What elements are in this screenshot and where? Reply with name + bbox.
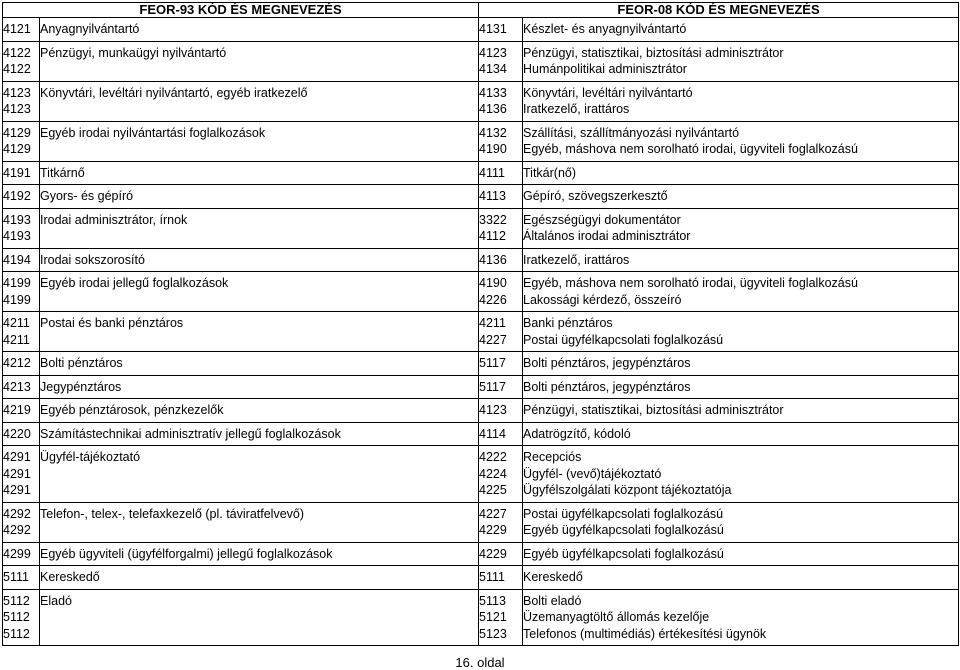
- feor08-code: 5117: [479, 379, 506, 394]
- feor93-code: 4193: [3, 212, 31, 227]
- feor93-code-cell: [3, 161, 40, 185]
- feor93-name-cell: [40, 272, 479, 312]
- table-row: [3, 312, 959, 352]
- table-row: [3, 208, 959, 248]
- feor08-name: Egészségügyi dokumentátor: [523, 212, 681, 227]
- feor93-name: Jegypénztáros: [40, 379, 122, 394]
- feor08-name-cell: [523, 399, 959, 423]
- feor93-name: Számítástechnikai adminisztratív jellegű foglalkozások: [40, 426, 341, 441]
- feor08-name: Iratkezelő, irattáros: [523, 102, 630, 116]
- feor08-name-cell: [523, 161, 959, 185]
- feor93-code-cell: [3, 248, 40, 272]
- feor93-name: Irodai adminisztrátor, írnok: [40, 212, 188, 227]
- feor08-code: 4227: [479, 332, 507, 347]
- feor93-code-cell: [3, 312, 40, 352]
- feor93-code-cell: [3, 41, 40, 81]
- feor93-code: 4220: [3, 426, 31, 441]
- feor08-code: 4114: [479, 426, 506, 441]
- feor08-code: 5113: [479, 593, 506, 608]
- feor93-name: Eladó: [40, 593, 72, 608]
- feor08-code: 5123: [479, 626, 507, 641]
- feor93-code: 4292: [3, 506, 31, 521]
- feor93-name-cell: [40, 41, 479, 81]
- feor93-name: Egyéb pénztárosok, pénzkezelők: [40, 403, 224, 417]
- feor93-code-cell: [3, 589, 40, 646]
- feor93-code: 5112: [3, 610, 30, 624]
- feor93-name: Telefon-, telex-, telefaxkezelő (pl. táviratfelvevő): [40, 506, 305, 521]
- feor93-name-cell: [40, 446, 479, 503]
- feor08-code: 5121: [479, 610, 507, 624]
- feor08-code: 4112: [479, 229, 506, 243]
- feor93-code: 4122: [3, 62, 31, 76]
- feor08-code: 3322: [479, 212, 507, 227]
- feor08-name: Pénzügyi, statisztikai, biztosítási adminisztrátor: [523, 45, 784, 60]
- feor08-code-cell: [479, 208, 523, 248]
- feor08-code-cell: [479, 18, 523, 42]
- feor93-code: 4213: [3, 379, 31, 394]
- feor08-code: 4136: [479, 102, 507, 116]
- feor08-name: Bolti eladó: [523, 593, 582, 608]
- feor-mapping-table: [2, 2, 959, 646]
- feor08-name-cell: [523, 446, 959, 503]
- table-row: [3, 18, 959, 42]
- feor93-code-cell: [3, 208, 40, 248]
- feor08-code-cell: [479, 81, 523, 121]
- feor93-code-cell: [3, 352, 40, 376]
- feor93-name: Anyagnyilvántartó: [40, 22, 140, 36]
- feor93-name-cell: [40, 589, 479, 646]
- feor93-code: 4129: [3, 125, 31, 140]
- feor08-code-cell: [479, 589, 523, 646]
- feor08-code-cell: [479, 41, 523, 81]
- feor08-code-cell: [479, 121, 523, 161]
- feor08-name-cell: [523, 422, 959, 446]
- feor08-code: 5111: [479, 570, 505, 584]
- feor08-code-cell: [479, 502, 523, 542]
- feor93-code: 4211: [3, 316, 30, 330]
- feor93-name-cell: [40, 566, 479, 590]
- feor08-code-cell: [479, 399, 523, 423]
- feor08-code: 4224: [479, 466, 507, 481]
- table-row: [3, 272, 959, 312]
- feor08-code-cell: [479, 352, 523, 376]
- table-row: [3, 41, 959, 81]
- feor93-code: 4292: [3, 523, 31, 537]
- feor08-name-cell: [523, 352, 959, 376]
- feor93-code-cell: [3, 121, 40, 161]
- feor93-code: 4199: [3, 276, 31, 290]
- feor93-code: 4122: [3, 45, 31, 60]
- feor93-code-cell: [3, 399, 40, 423]
- table-row: [3, 542, 959, 566]
- table-row: [3, 446, 959, 503]
- feor93-name-cell: [40, 375, 479, 399]
- feor08-code-cell: [479, 312, 523, 352]
- feor93-name: Postai és banki pénztáros: [40, 316, 184, 330]
- feor93-name-cell: [40, 208, 479, 248]
- feor08-code: 4190: [479, 276, 507, 290]
- feor93-code: 4192: [3, 189, 31, 203]
- feor08-code: 4190: [479, 142, 507, 156]
- feor08-name: Egyéb ügyfélkapcsolati foglalkozású: [523, 523, 724, 537]
- page-number: 16. oldal: [455, 655, 505, 670]
- feor93-code-cell: [3, 375, 40, 399]
- feor08-name-cell: [523, 272, 959, 312]
- feor93-name: Gyors- és gépíró: [40, 189, 134, 203]
- feor08-name-cell: [523, 185, 959, 209]
- feor93-name-cell: [40, 185, 479, 209]
- feor93-name: Bolti pénztáros: [40, 356, 123, 370]
- feor08-name: Iratkezelő, irattáros: [523, 252, 630, 267]
- feor08-code: 4229: [479, 546, 507, 561]
- feor08-code-cell: [479, 446, 523, 503]
- feor93-code: 4121: [3, 22, 31, 36]
- feor08-name-cell: [523, 375, 959, 399]
- feor08-code: 4111: [479, 165, 505, 180]
- feor08-code-cell: [479, 375, 523, 399]
- feor08-code-cell: [479, 566, 523, 590]
- feor08-name: Könyvtári, levéltári nyilvántartó: [523, 85, 693, 100]
- feor93-code: 4199: [3, 292, 31, 307]
- feor08-name: Általános irodai adminisztrátor: [523, 229, 691, 243]
- feor08-code: 4133: [479, 85, 507, 100]
- feor93-name-cell: [40, 81, 479, 121]
- feor08-code: 4113: [479, 189, 506, 203]
- feor08-name-cell: [523, 208, 959, 248]
- feor08-name: Egyéb, máshova nem sorolható irodai, ügyviteli foglalkozású: [523, 276, 858, 290]
- feor93-code: 4123: [3, 85, 31, 100]
- feor93-name-cell: [40, 312, 479, 352]
- feor08-code-cell: [479, 161, 523, 185]
- feor08-code-cell: [479, 248, 523, 272]
- feor08-name: Postai ügyfélkapcsolati foglalkozású: [523, 332, 724, 347]
- feor93-name-cell: [40, 542, 479, 566]
- feor08-name: Gépíró, szövegszerkesztő: [523, 189, 668, 203]
- feor93-code-cell: [3, 185, 40, 209]
- feor93-code-cell: [3, 542, 40, 566]
- feor08-code: 4131: [479, 22, 507, 36]
- feor93-name: Egyéb irodai jellegű foglalkozások: [40, 276, 229, 290]
- table-row: [3, 121, 959, 161]
- feor93-name: Kereskedő: [40, 570, 100, 584]
- feor93-code: 4193: [3, 229, 31, 243]
- feor93-code-cell: [3, 502, 40, 542]
- feor93-name: Pénzügyi, munkaügyi nyilvántartó: [40, 45, 227, 60]
- feor93-code: 4129: [3, 142, 31, 156]
- feor08-name: Recepciós: [523, 450, 582, 464]
- feor08-name: Egyéb ügyfélkapcsolati foglalkozású: [523, 546, 724, 561]
- feor08-name-cell: [523, 542, 959, 566]
- feor08-name-cell: [523, 41, 959, 81]
- table-row: [3, 422, 959, 446]
- feor08-name-cell: [523, 502, 959, 542]
- table-row: [3, 502, 959, 542]
- feor93-name-cell: [40, 352, 479, 376]
- feor08-name: Bolti pénztáros, jegypénztáros: [523, 379, 691, 394]
- feor93-name-cell: [40, 121, 479, 161]
- feor08-name: Kereskedő: [523, 570, 583, 584]
- feor93-code: 4291: [3, 450, 31, 464]
- feor08-name: Banki pénztáros: [523, 316, 613, 330]
- feor93-code: 4299: [3, 546, 31, 561]
- feor93-code: 5112: [3, 593, 30, 608]
- feor93-name: Ügyfél-tájékoztató: [40, 450, 141, 464]
- table-row: [3, 589, 959, 646]
- feor93-code: 5111: [3, 570, 29, 584]
- feor93-code: 4291: [3, 483, 31, 497]
- feor93-code: 4212: [3, 356, 31, 370]
- feor08-name-cell: [523, 589, 959, 646]
- feor08-name: Bolti pénztáros, jegypénztáros: [523, 356, 691, 370]
- feor08-code: 4132: [479, 125, 507, 140]
- feor08-code-cell: [479, 272, 523, 312]
- feor08-name: Humánpolitikai adminisztrátor: [523, 62, 687, 76]
- feor93-name: Egyéb irodai nyilvántartási foglalkozások: [40, 125, 266, 140]
- feor08-name: Ügyfél- (vevő)tájékoztató: [523, 466, 662, 481]
- feor08-name: Ügyfélszolgálati központ tájékoztatója: [523, 483, 732, 497]
- feor08-name: Pénzügyi, statisztikai, biztosítási adminisztrátor: [523, 403, 784, 417]
- feor93-name: Egyéb ügyviteli (ügyfélforgalmi) jellegű foglalkozások: [40, 546, 333, 561]
- feor08-name-cell: [523, 121, 959, 161]
- feor93-name-cell: [40, 161, 479, 185]
- header-feor93: FEOR-93 KÓD ÉS MEGNEVEZÉS: [3, 3, 479, 18]
- feor08-code: 4211: [479, 316, 506, 330]
- feor08-code: 4229: [479, 523, 507, 537]
- feor08-name: Egyéb, máshova nem sorolható irodai, ügyviteli foglalkozású: [523, 142, 858, 156]
- feor08-code: 4227: [479, 506, 507, 521]
- feor08-code-cell: [479, 422, 523, 446]
- feor93-name: Könyvtári, levéltári nyilvántartó, egyéb iratkezelő: [40, 85, 308, 100]
- feor93-code-cell: [3, 446, 40, 503]
- feor08-name-cell: [523, 18, 959, 42]
- feor08-name: Telefonos (multimédiás) értékesítési ügynök: [523, 626, 767, 641]
- feor93-code-cell: [3, 272, 40, 312]
- feor93-name: Irodai sokszorosító: [40, 252, 145, 267]
- feor93-code-cell: [3, 566, 40, 590]
- table-row: [3, 185, 959, 209]
- table-row: [3, 81, 959, 121]
- table-row: [3, 248, 959, 272]
- feor08-code: 4225: [479, 483, 507, 497]
- feor08-name: Szállítási, szállítmányozási nyilvántartó: [523, 125, 740, 140]
- table-row: [3, 352, 959, 376]
- feor08-code: 5117: [479, 356, 506, 370]
- feor08-name-cell: [523, 566, 959, 590]
- feor08-code: 4123: [479, 45, 507, 60]
- feor08-name-cell: [523, 312, 959, 352]
- feor93-code: 4219: [3, 403, 31, 417]
- header-feor08: FEOR-08 KÓD ÉS MEGNEVEZÉS: [479, 3, 959, 18]
- feor08-name-cell: [523, 248, 959, 272]
- feor93-code: 4291: [3, 466, 31, 481]
- table-body: [3, 18, 959, 646]
- feor08-name: Titkár(nő): [523, 165, 577, 180]
- table-row: [3, 399, 959, 423]
- feor08-code-cell: [479, 185, 523, 209]
- feor08-code: 4123: [479, 403, 507, 417]
- feor93-name-cell: [40, 399, 479, 423]
- feor08-code: 4134: [479, 62, 507, 76]
- feor93-code-cell: [3, 81, 40, 121]
- feor93-code: 5112: [3, 626, 30, 641]
- feor08-code: 4226: [479, 292, 507, 307]
- table-row: [3, 566, 959, 590]
- feor08-name: Adatrögzítő, kódoló: [523, 426, 631, 441]
- feor93-name-cell: [40, 18, 479, 42]
- table-row: [3, 161, 959, 185]
- feor93-code: 4211: [3, 332, 30, 347]
- feor93-name: Titkárnő: [40, 165, 85, 180]
- feor93-code-cell: [3, 422, 40, 446]
- feor93-code: 4123: [3, 102, 31, 116]
- feor08-code: 4136: [479, 252, 507, 267]
- feor08-name: Üzemanyagtöltő állomás kezelője: [523, 610, 710, 624]
- feor93-code: 4191: [3, 165, 31, 180]
- feor08-name: Postai ügyfélkapcsolati foglalkozású: [523, 506, 724, 521]
- feor08-name: Lakossági kérdező, összeíró: [523, 292, 682, 307]
- feor93-code-cell: [3, 18, 40, 42]
- feor08-code-cell: [479, 542, 523, 566]
- feor08-code: 4222: [479, 450, 507, 464]
- feor08-name: Készlet- és anyagnyilvántartó: [523, 22, 687, 36]
- feor93-name-cell: [40, 422, 479, 446]
- feor93-name-cell: [40, 502, 479, 542]
- feor93-code: 4194: [3, 252, 31, 267]
- feor08-name-cell: [523, 81, 959, 121]
- table-row: [3, 375, 959, 399]
- feor93-name-cell: [40, 248, 479, 272]
- table-header-row: [3, 3, 959, 18]
